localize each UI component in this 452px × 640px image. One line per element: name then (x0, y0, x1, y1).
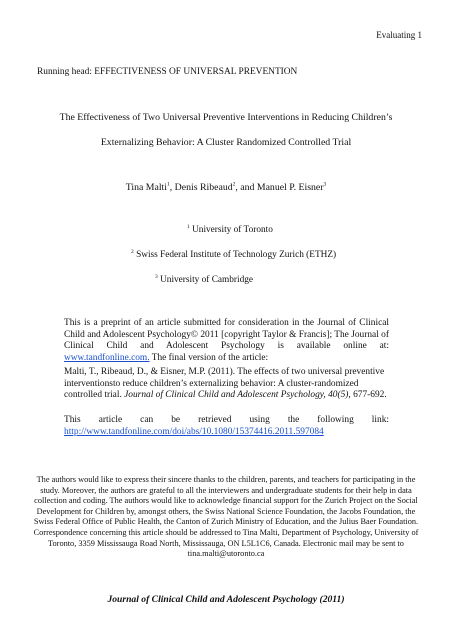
affiliation-marker: 3 (155, 273, 158, 280)
publisher-link[interactable]: www.tandfonline.com. (64, 352, 150, 363)
affiliation-text: University of Toronto (192, 225, 273, 235)
retrieve-text: This article can be retrieved using the following link: (64, 415, 389, 425)
author-affiliation-marker: 3 (323, 181, 327, 188)
preprint-notice (64, 318, 389, 364)
affiliation (187, 225, 273, 235)
affiliation (155, 275, 253, 285)
affiliation-text: University of Cambridge (160, 275, 254, 285)
doi-link[interactable]: http://www.tandfonline.com/doi/abs/10.1080/15374416.2011.597084 (64, 427, 324, 437)
author-name: Denis Ribeaud (174, 182, 233, 193)
preprint-text-after: The final version of the article: (149, 352, 269, 363)
author-name: Manuel P. Eisner (256, 182, 324, 193)
affiliation-text: Swiss Federal Institute of Technology Zurich (ETHZ) (136, 250, 337, 260)
citation (64, 367, 389, 402)
author-affiliation-marker: 2 (232, 181, 236, 188)
author-list (0, 182, 452, 193)
paper-title-line-2: Externalizing Behavior: A Cluster Randomized Controlled Trial (100, 137, 352, 148)
paper-title-line-1: The Effectiveness of Two Universal Preventive Interventions in Reducing Children’s (59, 112, 393, 123)
page-header-label: Evaluating 1 (376, 30, 422, 40)
affiliation (131, 250, 336, 260)
author-name: Tina Malti (125, 182, 167, 193)
affiliation-marker: 2 (131, 248, 134, 255)
author-affiliation-marker: 1 (167, 181, 170, 188)
citation-text: Malti, T., Ribeaud, D., & Eisner, M.P. (2011). The effects of two universal preventive interventionsto reduce children’s externalizing behavior: A cluster-randomized controlled trial. (64, 367, 385, 400)
author-separator: , (169, 182, 175, 193)
citation-pages: 677-692. (350, 390, 387, 400)
preprint-text: This is a preprint of an article submitted for consideration in the Journal of Clinical Child and Adolescent Psychology© 2011 [copyright Taylor & Francis]; The Journal of Clinical Child and Adolescent Psychology is available online at: (64, 318, 389, 351)
footer-journal-name: Journal of Clinical Child and Adolescent Psychology (2011) (107, 594, 345, 605)
author-separator: , and (235, 182, 257, 193)
citation-journal: Journal of Clinical Child and Adolescent Psychology, 40(5), (124, 390, 351, 400)
acknowledgement-note: The authors would like to express their sincere thanks to the children, parents, and teachers for participating in the study. Moreover, the authors are grateful to all the interviewers and undergraduate students for their help in data collection and coding. The authors would like to acknowledge financial support for the Zurich Project on the Social Development for Children by, amongst others, the Swiss National Science Foundation, the Jacobs Foundation, the Swiss Federal Office of Public Health, the Canton of Zurich Ministry of Education, and the Julius Baer Foundation. Correspondence concerning this article should be addressed to Tina Malti, Department of Psychology, University of Toronto, 3359 Mississauga Road North, Mississauga, ON L5L1C6, Canada. Electronic mail may be sent to tina.malti@utoronto.ca (33, 475, 419, 559)
running-head: Running head: EFFECTIVENESS OF UNIVERSAL PREVENTION (37, 67, 298, 77)
affiliation-marker: 1 (187, 223, 190, 230)
